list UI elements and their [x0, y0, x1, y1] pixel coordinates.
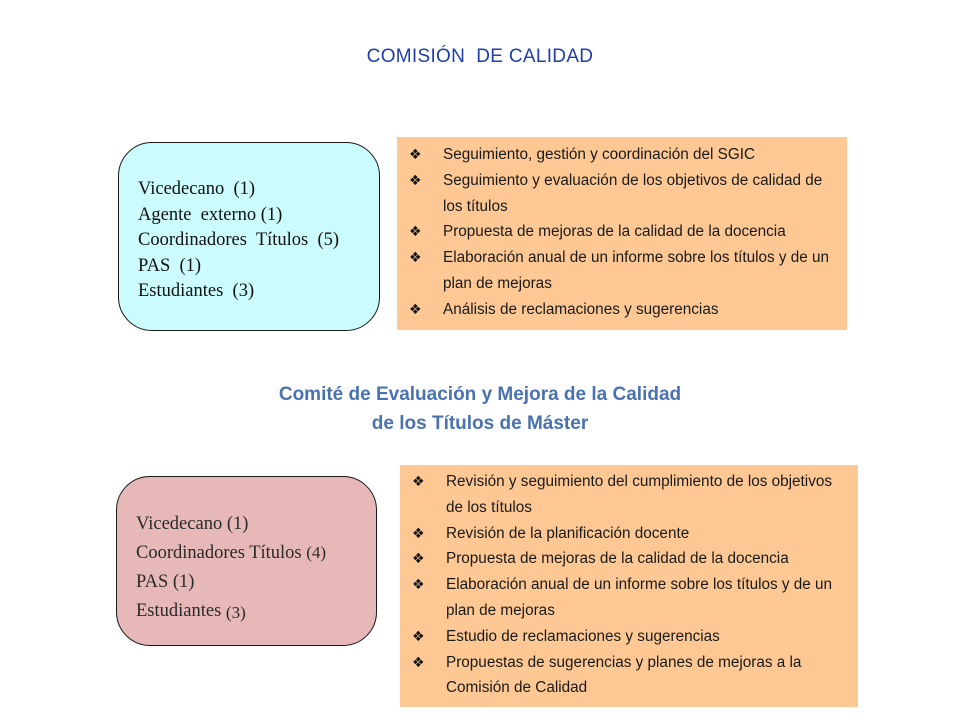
diamond-bullet-icon: ❖: [412, 473, 425, 489]
member-estudiantes: Estudiantes (3): [136, 600, 246, 622]
committee-title: [0, 380, 960, 438]
member-coordinadores: Coordinadores Títulos (5): [138, 230, 340, 251]
commission-members-box: [118, 142, 380, 331]
member-coordinadores: Coordinadores Títulos (4): [136, 542, 327, 563]
diamond-bullet-icon: ❖: [409, 171, 422, 188]
list-item: ❖ Seguimiento y evaluación de los objetivos de calidad de los títulos: [407, 168, 837, 220]
committee-members-box: [116, 476, 377, 646]
committee-title-line1: Comité de Evaluación y Mejora de la Calidad: [278, 384, 682, 405]
member-vicedecano: Vicedecano (1): [138, 179, 256, 199]
list-item: ❖ Propuesta de mejoras de la calidad de la docencia: [407, 219, 837, 245]
list-item: ❖ Elaboración anual de un informe sobre los títulos y de un plan de mejoras: [407, 245, 837, 297]
committee-functions-panel: [400, 465, 858, 707]
commission-title: COMISIÓN DE CALIDAD: [366, 46, 594, 67]
diamond-bullet-icon: ❖: [409, 223, 422, 240]
diamond-bullet-icon: ❖: [412, 627, 425, 644]
diamond-bullet-icon: ❖: [412, 653, 425, 670]
diamond-bullet-icon: ❖: [409, 146, 422, 162]
member-pas: PAS (1): [138, 255, 202, 276]
list-item: ❖ Revisión y seguimiento del cumplimiento de los objetivos de los títulos: [410, 469, 848, 521]
list-item: ❖ Estudio de reclamaciones y sugerencias: [410, 624, 848, 650]
diamond-bullet-icon: ❖: [409, 300, 422, 317]
list-item: ❖ Propuesta de mejoras de la calidad de la docencia: [410, 546, 848, 572]
diamond-bullet-icon: ❖: [412, 524, 425, 541]
diamond-bullet-icon: ❖: [409, 249, 422, 266]
list-item: ❖ Análisis de reclamaciones y sugerencias: [407, 297, 837, 323]
commission-functions-panel: [397, 137, 847, 330]
diamond-bullet-icon: ❖: [412, 550, 425, 567]
member-vicedecano: Vicedecano (1): [136, 514, 249, 534]
list-item: ❖ Seguimiento, gestión y coordinación del SGIC: [407, 142, 837, 168]
diamond-bullet-icon: ❖: [412, 576, 425, 593]
committee-title-line2: de los Títulos de Máster: [371, 413, 589, 434]
list-item: ❖ Revisión de la planificación docente: [410, 521, 848, 547]
list-item: ❖ Elaboración anual de un informe sobre los títulos y de un plan de mejoras: [410, 572, 848, 624]
list-item: ❖ Propuestas de sugerencias y planes de mejoras a la Comisión de Calidad: [410, 650, 848, 702]
member-estudiantes: Estudiantes (3): [138, 281, 255, 302]
member-agente-externo: Agente externo (1): [138, 204, 283, 225]
member-pas: PAS (1): [136, 572, 195, 592]
